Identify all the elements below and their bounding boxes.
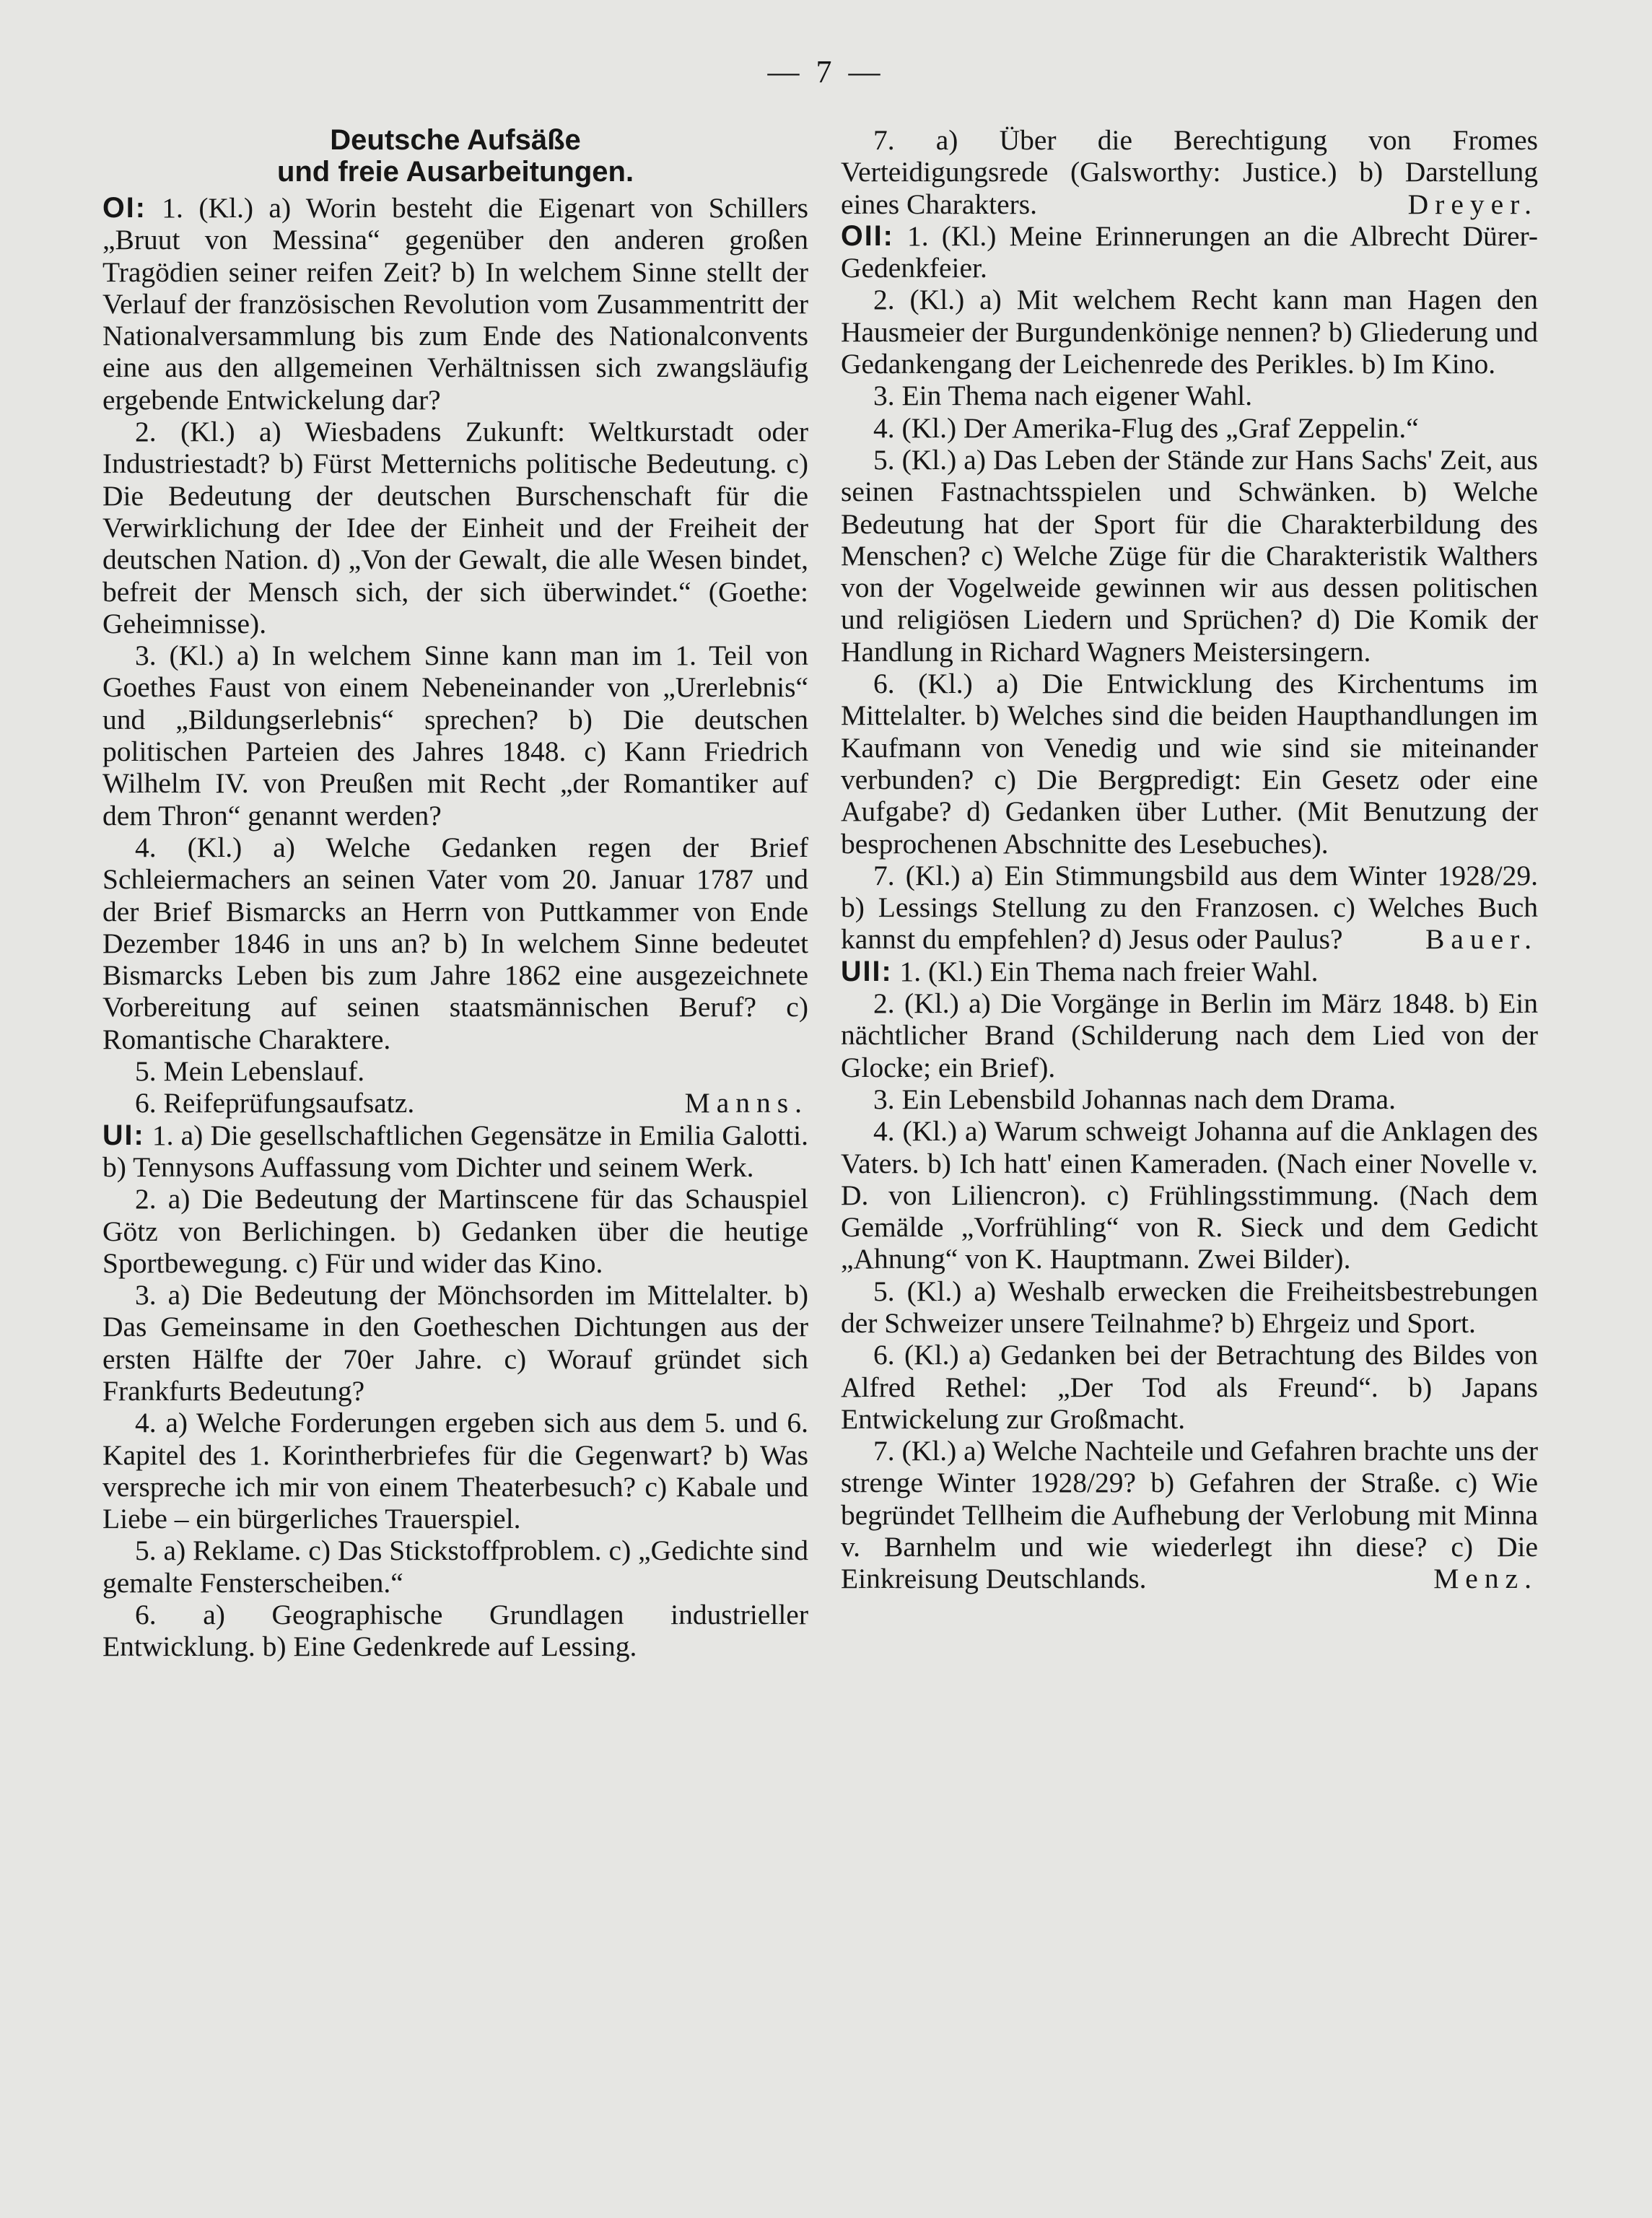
- topic-text: 6. (Kl.) a) Die Entwicklung des Kirchentums im Mittelalter. b) Welches sind die beiden Haupthandlungen im Kaufmann von Venedig und wie sind sie miteinander verbunden? c) Die Bergpredigt: Ein Gesetz oder eine Aufgabe? d) Gedanken über Luther. (Mit Benutzung der besprochenen Abschnitte des Lesebuches).: [841, 668, 1538, 860]
- teacher-signature: Dreyer.: [1407, 188, 1538, 220]
- topic-text: 4. (Kl.) a) Welche Gedanken regen der Brief Schleiermachers an seinen Vater vom 20. Januar 1787 und der Brief Bismarcks an Herrn von Puttkammer von Ende Dezember 1846 in uns an? b) In welchem Sinne bedeutet Bismarcks Leben bis zum Jahre 1862 eine ausgezeichnete Vorbereitung auf seinen staatsmännischen Beruf? c) Romantische Charaktere.: [102, 831, 808, 1055]
- topic-paragraph: [102, 416, 808, 639]
- class-label: OII:: [841, 219, 894, 252]
- topic-text: 7. (Kl.) a) Ein Stimmungsbild aus dem Winter 1928/29. b) Lessings Stellung zu den Franzosen. c) Welches Buch kannst du empfehlen? d) Jesus oder Paulus?: [841, 859, 1538, 956]
- left-column-body: [102, 192, 808, 1663]
- topic-text: 6. Reifeprüfungsaufsatz.: [135, 1087, 415, 1119]
- teacher-signature: Manns.: [684, 1087, 808, 1119]
- topic-paragraph: [102, 192, 808, 416]
- topic-text: 6. (Kl.) a) Gedanken bei der Betrachtung des Bildes von Alfred Rethel: „Der Tod als Freund“. b) Japans Entwickelung zur Großmacht.: [841, 1339, 1538, 1435]
- teacher-signature: Menz.: [1433, 1563, 1538, 1595]
- topic-text: 4. (Kl.) a) Warum schweigt Johanna auf die Anklagen des Vaters. b) Ich hatt' einen Kameraden. (Nach einer Novelle v. D. von Liliencron). c) Frühlingsstimmung. (Nach dem Gemälde „Vorfrühling“ von R. Sieck und dem Gedicht „Ahnung“ von K. Hauptmann. Zwei Bilder).: [841, 1115, 1538, 1275]
- right-column-body: [841, 124, 1538, 1595]
- topic-paragraph: [841, 1275, 1538, 1340]
- topic-text: 5. (Kl.) a) Weshalb erwecken die Freiheitsbestrebungen der Schweizer unsere Teilnahme? b) Ehrgeiz und Sport.: [841, 1275, 1538, 1339]
- topic-paragraph: [841, 380, 1538, 411]
- left-column: [102, 124, 808, 1663]
- topic-paragraph: [102, 1599, 808, 1663]
- topic-text: 5. Mein Lebenslauf.: [135, 1055, 365, 1088]
- topic-paragraph: [841, 1339, 1538, 1435]
- topic-paragraph: [102, 1055, 808, 1087]
- topic-paragraph: [102, 1279, 808, 1407]
- topic-paragraph: [841, 860, 1538, 956]
- topic-text: 4. a) Welche Forderungen ergeben sich aus dem 5. und 6. Kapitel des 1. Korintherbriefes für die Gegenwart? b) Was verspreche ich mir von einem Theaterbesuch? c) Kabale und Liebe – ein bürgerliches Trauerspiel.: [102, 1407, 808, 1535]
- topic-paragraph: [841, 1115, 1538, 1275]
- topic-paragraph: [841, 444, 1538, 668]
- topic-text: 2. (Kl.) a) Die Vorgänge in Berlin im März 1848. b) Ein nächtlicher Brand (Schilderung nach dem Lied von der Glocke; ein Brief).: [841, 987, 1538, 1083]
- topic-text: 1. (Kl.) a) Worin besteht die Eigenart von Schillers „Bruut von Messina“ gegenüber den anderen großen Tragödien seiner reifen Zeit? b) In welchem Sinne stellt der Verlauf der französischen Revolution vom Zusammentritt der Nationalversammlung bis zum Ende des Nationalconvents eine aus den allgemeinen Verhältnissen sich zwangsläufig ergebende Entwickelung dar?: [102, 192, 809, 416]
- topic-paragraph: [102, 1407, 808, 1534]
- topic-text: 1. (Kl.) Ein Thema nach freier Wahl.: [899, 955, 1319, 987]
- topic-text: 7. (Kl.) a) Welche Nachteile und Gefahren brachte uns der strenge Winter 1928/29? b) Gefahren der Straße. c) Wie begründet Tellheim die Aufhebung der Verlobung mit Minna v. Barnhelm und wie wiederlegt ihn diese? c) Die Einkreisung Deutschlands.: [841, 1435, 1538, 1595]
- page-number: — 7 —: [767, 54, 885, 89]
- topic-text: 6. a) Geographische Grundlagen industrieller Entwicklung. b) Eine Gedenkrede auf Lessing.: [102, 1599, 808, 1663]
- section-heading-line-2: und freie Ausarbeitungen.: [276, 156, 634, 188]
- topic-text: 7. a) Über die Berechtigung von Fromes Verteidigungsrede (Galsworthy: Justice.) b) Darstellung eines Charakters.: [841, 124, 1538, 220]
- topic-text: 5. a) Reklame. c) Das Stickstoffproblem. c) „Gedichte sind gemalte Fensterscheiben.“: [102, 1534, 808, 1599]
- topic-paragraph: [102, 639, 808, 831]
- topic-text: 4. (Kl.) Der Amerika-Flug des „Graf Zeppelin.“: [873, 411, 1419, 444]
- class-label: OI:: [102, 192, 147, 224]
- topic-text: 2. a) Die Bedeutung der Martinscene für das Schauspiel Götz von Berlichingen. b) Gedanken über die heutige Sportbewegung. c) Für und wider das Kino.: [102, 1183, 808, 1279]
- topic-text: 3. a) Die Bedeutung der Mönchsorden im Mittelalter. b) Das Gemeinsame in den Goetheschen Dichtungen aus der ersten Hälfte der 70er Jahre. c) Worauf gründet sich Frankfurts Bedeutung?: [102, 1279, 808, 1407]
- topic-paragraph: [841, 1083, 1538, 1115]
- topic-paragraph: [102, 831, 808, 1055]
- topic-paragraph: [841, 284, 1538, 380]
- topic-text: 1. a) Die gesellschaftlichen Gegensätze in Emilia Galotti. b) Tennysons Auffassung vom Dichter und seinem Werk.: [102, 1119, 809, 1183]
- right-column: [841, 124, 1538, 1595]
- topic-paragraph: [841, 412, 1538, 444]
- topic-paragraph: [102, 1119, 808, 1184]
- topic-paragraph: [841, 1435, 1538, 1594]
- topic-paragraph: [841, 668, 1538, 860]
- topic-paragraph: [841, 220, 1538, 284]
- topic-text: 2. (Kl.) a) Mit welchem Recht kann man Hagen den Hausmeier der Burgundenkönige nennen? b) Gliederung und Gedankengang der Leichenrede des Perikles. b) Im Kino.: [841, 284, 1538, 380]
- topic-paragraph: [841, 956, 1538, 987]
- class-label: UII:: [841, 955, 893, 987]
- topic-text: 3. (Kl.) a) In welchem Sinne kann man im 1. Teil von Goethes Faust von einem Nebeneinander von „Urerlebnis“ und „Bildungserlebnis“ sprechen? b) Die deutschen politischen Parteien des Jahres 1848. c) Kann Friedrich Wilhelm IV. von Preußen mit Recht „der Romantiker auf dem Thron“ genannt werden?: [102, 639, 808, 831]
- teacher-signature: Bauer.: [1425, 923, 1538, 956]
- class-label: UI:: [102, 1119, 145, 1151]
- section-heading-line-1: Deutsche Aufsäße: [330, 124, 581, 156]
- topic-text: 1. (Kl.) Meine Erinnerungen an die Albrecht Dürer-Gedenkfeier.: [841, 219, 1538, 284]
- topic-paragraph: [102, 1087, 808, 1119]
- topic-text: 5. (Kl.) a) Das Leben der Stände zur Hans Sachs' Zeit, aus seinen Fastnachtsspielen und Schwänken. b) Welche Bedeutung hat der Sport für die Charakterbildung des Menschen? c) Welche Züge für die Charakteristik Walthers von der Vogelweide gewinnen wir aus dessen politischen und religiösen Liedern und Sprüchen? d) Die Komik der Handlung in Richard Wagners Meistersingern.: [841, 443, 1538, 668]
- topic-text: 3. Ein Thema nach eigener Wahl.: [873, 380, 1253, 412]
- topic-paragraph: [102, 1534, 808, 1599]
- topic-paragraph: [841, 124, 1538, 220]
- topic-text: 3. Ein Lebensbild Johannas nach dem Drama.: [873, 1083, 1396, 1115]
- topic-paragraph: [841, 987, 1538, 1083]
- topic-paragraph: [102, 1183, 808, 1279]
- topic-text: 2. (Kl.) a) Wiesbadens Zukunft: Weltkurstadt oder Industriestadt? b) Fürst Metternichs politische Bedeutung. c) Die Bedeutung der deutschen Burschenschaft für die Verwirklichung der Idee der Einheit und der Freiheit der deutschen Nation. d) „Von der Gewalt, die alle Wesen bindet, befreit der Mensch sich, der sich überwindet.“ (Goethe: Geheimnisse).: [102, 416, 808, 639]
